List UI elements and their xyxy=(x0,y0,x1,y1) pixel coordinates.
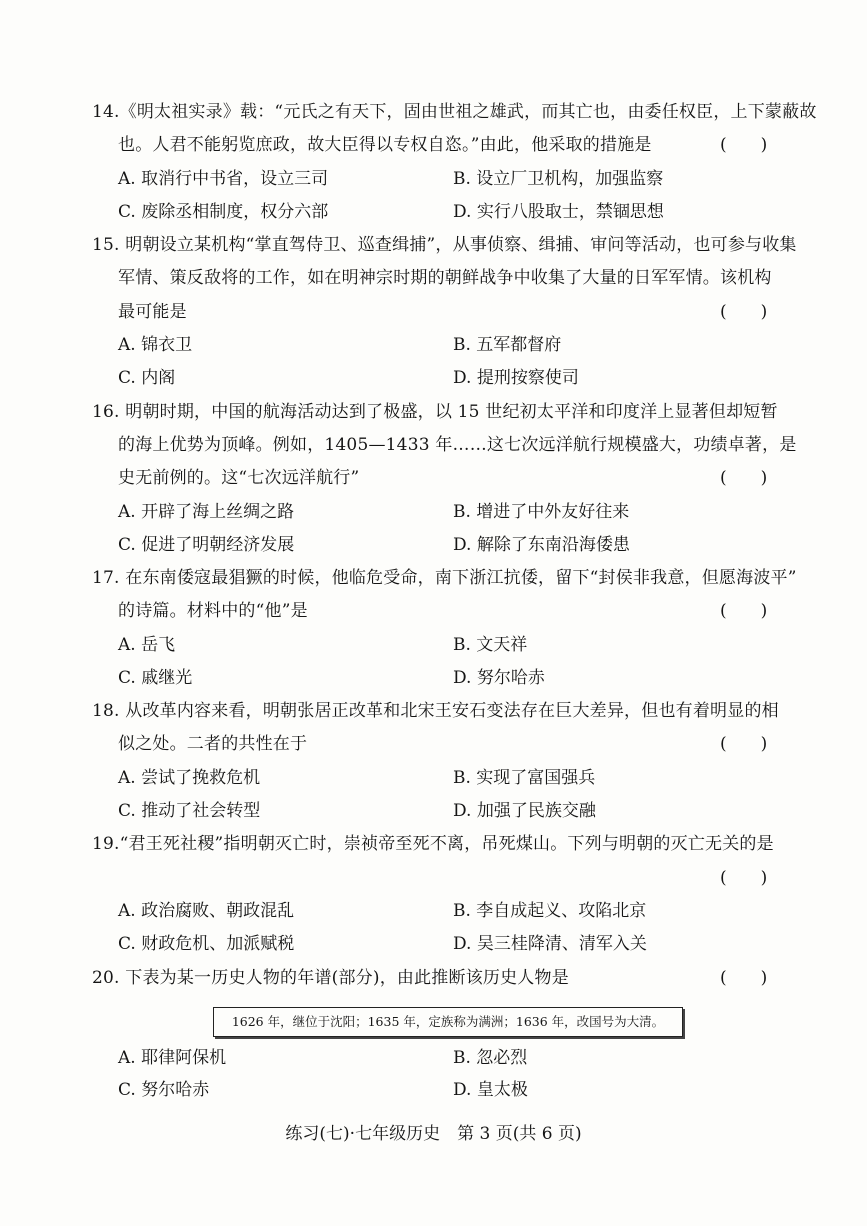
option-17-a: A. 岳飞 xyxy=(118,635,176,655)
option-14-c: C. 废除丞相制度，权分六部 xyxy=(118,202,329,222)
answer-paren-15[interactable]: ( ) xyxy=(720,302,768,322)
question-18-line-2: 似之处。二者的共性在于 xyxy=(118,734,308,754)
page-footer: 练习(七)·七年级历史 第 3 页(共 6 页) xyxy=(285,1124,582,1144)
question-14-line-1: 14.《明太祖实录》载：“元氏之有天下，固由世祖之雄武，而其亡也，由委任权臣，上下蒙蔽故 xyxy=(92,102,817,122)
question-17-line-2: 的诗篇。材料中的“他”是 xyxy=(118,601,308,621)
option-15-d: D. 提刑按察使司 xyxy=(453,368,579,388)
option-15-b: B. 五军都督府 xyxy=(453,335,562,355)
question-20-line-1: 20. 下表为某一历史人物的年谱(部分)，由此推断该历史人物是 xyxy=(92,968,569,988)
option-16-d: D. 解除了东南沿海倭患 xyxy=(453,535,630,555)
option-20-a: A. 耶律阿保机 xyxy=(118,1048,227,1068)
question-15-line-1: 15. 明朝设立某机构“掌直驾侍卫、巡查缉捕”，从事侦察、缉捕、审问等活动，也可参与收集 xyxy=(92,235,797,255)
question-17-line-1: 17. 在东南倭寇最猖獗的时候，他临危受命，南下浙江抗倭，留下“封侯非我意，但愿海波平” xyxy=(92,568,797,588)
option-20-c: C. 努尔哈赤 xyxy=(118,1080,210,1100)
option-18-b: B. 实现了富国强兵 xyxy=(453,768,596,788)
option-19-d: D. 吴三桂降清、清军入关 xyxy=(453,934,647,954)
question-16-line-2: 的海上优势为顶峰。例如，1405—1433 年……这七次远洋航行规模盛大，功绩卓著，是 xyxy=(118,435,797,455)
option-19-a: A. 政治腐败、朝政混乱 xyxy=(118,901,295,921)
option-14-b: B. 设立厂卫机构，加强监察 xyxy=(453,169,664,189)
option-17-b: B. 文天祥 xyxy=(453,635,528,655)
answer-paren-17[interactable]: ( ) xyxy=(720,601,768,621)
answer-paren-19[interactable]: ( ) xyxy=(720,868,768,888)
option-14-a: A. 取消行中书省，设立三司 xyxy=(118,169,329,189)
question-19-line-1: 19.“君王死社稷”指明朝灭亡时，崇祯帝至死不离，吊死煤山。下列与明朝的灭亡无关的是 xyxy=(92,834,774,854)
option-15-c: C. 内阁 xyxy=(118,368,176,388)
question-16-line-1: 16. 明朝时期，中国的航海活动达到了极盛，以 15 世纪初太平洋和印度洋上显著但却短暂 xyxy=(92,402,778,422)
option-17-d: D. 努尔哈赤 xyxy=(453,668,545,688)
option-14-d: D. 实行八股取士，禁锢思想 xyxy=(453,202,664,222)
option-16-b: B. 增进了中外友好往来 xyxy=(453,502,630,522)
option-20-d: D. 皇太极 xyxy=(453,1080,528,1100)
question-15-line-3: 最可能是 xyxy=(118,302,187,322)
option-19-c: C. 财政危机、加派赋税 xyxy=(118,934,295,954)
chronology-table: 1626 年，继位于沈阳；1635 年，定族称为满洲；1636 年，改国号为大清。 xyxy=(213,1007,683,1037)
option-18-c: C. 推动了社会转型 xyxy=(118,801,261,821)
option-19-b: B. 李自成起义、攻陷北京 xyxy=(453,901,647,921)
option-18-a: A. 尝试了挽救危机 xyxy=(118,768,261,788)
option-16-c: C. 促进了明朝经济发展 xyxy=(118,535,295,555)
answer-paren-16[interactable]: ( ) xyxy=(720,468,768,488)
option-15-a: A. 锦衣卫 xyxy=(118,335,193,355)
option-18-d: D. 加强了民族交融 xyxy=(453,801,596,821)
answer-paren-14[interactable]: ( ) xyxy=(720,135,768,155)
option-20-b: B. 忽必烈 xyxy=(453,1048,528,1068)
answer-paren-20[interactable]: ( ) xyxy=(720,968,768,988)
option-17-c: C. 戚继光 xyxy=(118,668,193,688)
answer-paren-18[interactable]: ( ) xyxy=(720,734,768,754)
question-16-line-3: 史无前例的。这“七次远洋航行” xyxy=(118,468,360,488)
option-16-a: A. 开辟了海上丝绸之路 xyxy=(118,502,295,522)
question-14-line-2: 也。人君不能躬览庶政，故大臣得以专权自恣。”由此，他采取的措施是 xyxy=(118,135,652,155)
question-18-line-1: 18. 从改革内容来看，明朝张居正改革和北宋王安石变法存在巨大差异，但也有着明显的相 xyxy=(92,701,779,721)
question-15-line-2: 军情、策反敌将的工作，如在明神宗时期的朝鲜战争中收集了大量的日军军情。该机构 xyxy=(118,268,772,288)
